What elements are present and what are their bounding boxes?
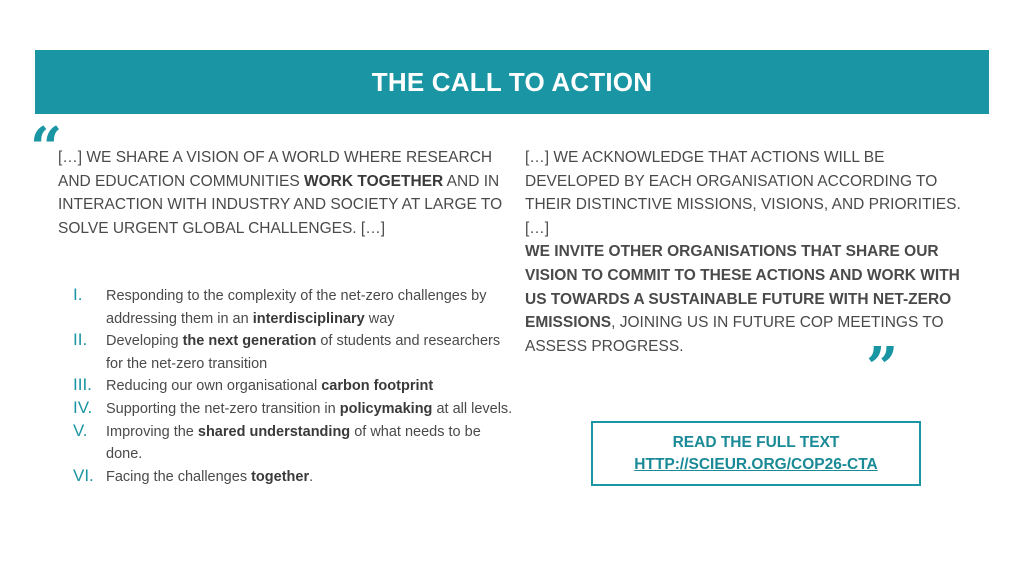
page-title: THE CALL TO ACTION [371, 66, 653, 97]
list-item [70, 285, 520, 330]
title-banner [35, 50, 989, 114]
right-invitation-bold: WE INVITE OTHER ORGANISATIONS THAT SHARE OUR VISION TO COMMIT TO THESE ACTIONS AND WORK WITH US TOWARDS A SUSTAINABLE FUTURE WITH NET-ZERO EMISSIONS [525, 243, 960, 332]
left-paragraph-tail: AND IN INTERACTION WITH INDUSTRY AND SOCIETY AT LARGE TO SOLVE URGENT GLOBAL CHALLENGES. […] [58, 172, 503, 237]
right-quote-paragraph [525, 146, 975, 358]
list-item [70, 421, 520, 466]
list-item-text: Developing [106, 333, 183, 350]
list-item-text: Facing the challenges [106, 468, 252, 485]
list-item-bold: shared understanding [197, 423, 351, 440]
left-paragraph-bold: WORK TOGETHER [304, 172, 444, 190]
list-item-bold: carbon footprint [321, 378, 434, 395]
list-item-bold: policymaking [339, 400, 433, 417]
list-item-bold: together [251, 468, 310, 485]
list-item-tail: of what needs to be done. [106, 423, 481, 463]
list-item-text: Reducing our own organisational [106, 378, 322, 395]
list-item [70, 375, 520, 398]
list-numeral: I. [73, 285, 83, 304]
list-item-bold: interdisciplinary [252, 310, 365, 327]
cta-label: READ THE FULL TEXT [672, 433, 840, 451]
actions-list [70, 285, 520, 488]
list-item [70, 330, 520, 375]
left-quote-paragraph [58, 146, 513, 240]
list-item-text: Improving the [106, 423, 198, 440]
close-quote-icon: ” [866, 335, 899, 401]
cta-link[interactable]: HTTP://SCIEUR.ORG/COP26-CTA [634, 455, 878, 473]
read-full-text-box [591, 421, 921, 486]
list-numeral: III. [73, 375, 92, 395]
list-item-tail: of students and researchers for the net-zero transition [106, 333, 501, 372]
list-numeral: IV. [73, 397, 93, 417]
list-item-tail: . [309, 468, 314, 485]
list-item [70, 466, 520, 489]
list-item-tail: way [364, 310, 395, 327]
list-numeral: VI. [73, 465, 94, 485]
list-item-text: Supporting the net-zero transition in [106, 400, 340, 417]
left-paragraph-text: […] WE SHARE A VISION OF A WORLD WHERE RESEARCH AND EDUCATION COMMUNITIES [58, 149, 493, 190]
list-numeral: V. [73, 420, 88, 440]
list-item [70, 398, 520, 421]
open-quote-icon: “ [30, 115, 63, 181]
right-paragraph-text: […] WE ACKNOWLEDGE THAT ACTIONS WILL BE DEVELOPED BY EACH ORGANISATION ACCORDING TO THEIR DISTINCTIVE MISSIONS, VISIONS, AND PRIORITIES. […] [525, 149, 961, 237]
right-invitation-tail: , JOINING US IN FUTURE COP MEETINGS TO ASSESS PROGRESS. [525, 314, 944, 355]
list-item-bold: the next generation [182, 333, 317, 350]
list-item-tail: at all levels. [432, 400, 513, 417]
right-invitation [525, 240, 975, 358]
list-item-text: Responding to the complexity of the net-zero challenges by addressing them in an [106, 288, 487, 327]
list-numeral: II. [73, 330, 88, 350]
